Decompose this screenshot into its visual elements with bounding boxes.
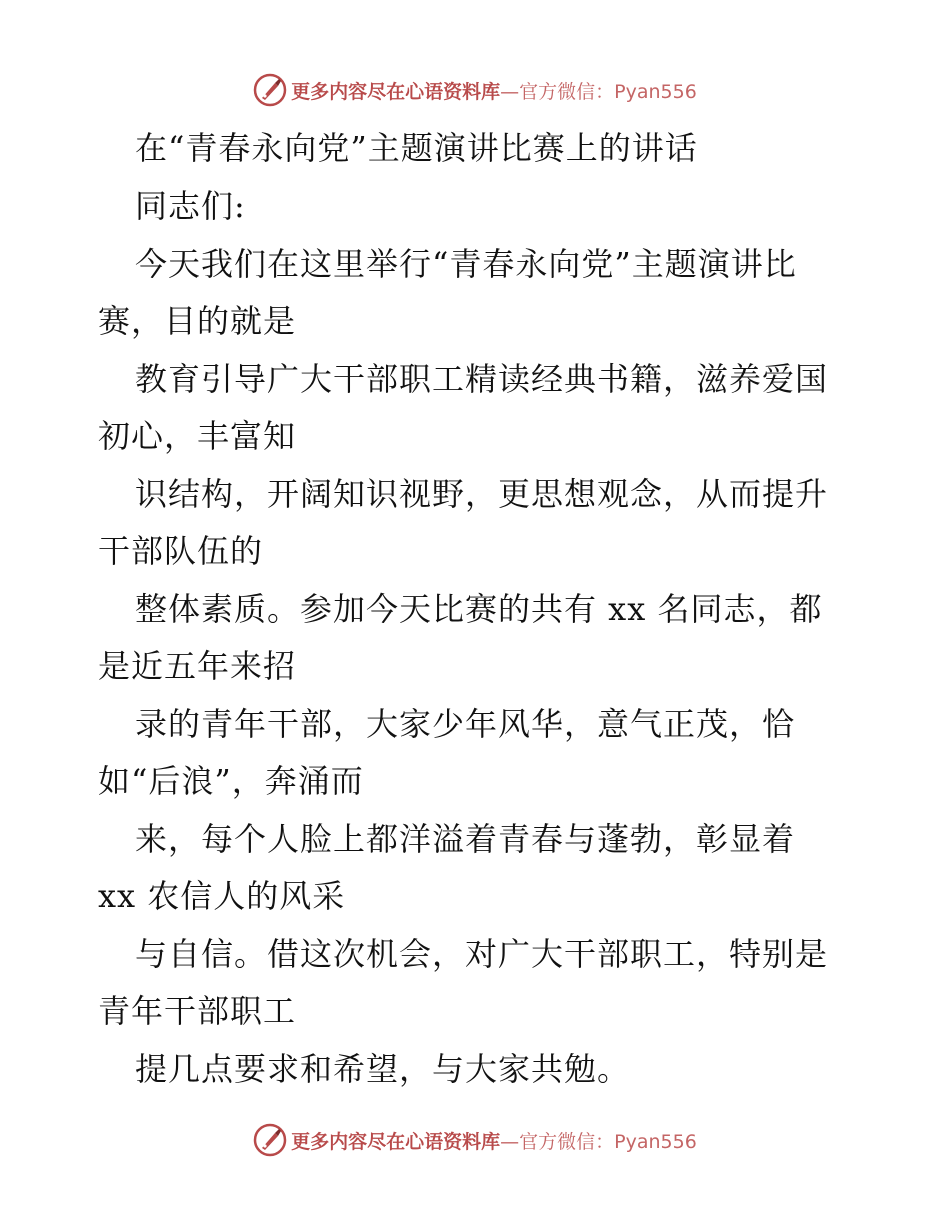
salutation: 同志们: (135, 187, 246, 225)
banner-text (291, 1127, 697, 1154)
banner-library-text: 更多内容尽在心语资料库 (291, 80, 501, 103)
paragraph-line: 青年干部职工 (98, 992, 297, 1030)
document-title: 在“青春永向党”主题演讲比赛上的讲话 (135, 129, 698, 167)
banner-text (291, 77, 697, 104)
paragraph-line: 赛，目的就是 (98, 302, 297, 340)
banner-library-text: 更多内容尽在心语资料库 (291, 1130, 501, 1153)
paragraph-line: 今天我们在这里举行“青春永向党”主题演讲比 (135, 245, 797, 283)
banner-separator: — (500, 80, 520, 103)
paragraph-line: 教育引导广大干部职工精读经典书籍，滋养爱国 (135, 360, 829, 398)
paragraph-line: 整体素质。参加今天比赛的共有 xx 名同志，都 (135, 590, 823, 628)
paragraph-line: 提几点要求和希望，与大家共勉。 (135, 1050, 631, 1088)
paragraph-line: 是近五年来招 (98, 647, 297, 685)
paragraph-line: xx 农信人的风采 (98, 877, 346, 915)
banner-separator: — (500, 1130, 520, 1153)
paragraph-line: 干部队伍的 (98, 532, 264, 570)
pen-nib-logo-icon (253, 1123, 287, 1157)
banner-wechat-text: 官方微信：Pyan556 (519, 80, 697, 103)
paragraph-line: 初心，丰富知 (98, 417, 297, 455)
paragraph-line: 来，每个人脸上都洋溢着青春与蓬勃，彰显着 (135, 820, 796, 858)
paragraph-line: 识结构，开阔知识视野，更思想观念，从而提升 (135, 475, 829, 513)
pen-nib-logo-icon (253, 73, 287, 107)
paragraph-line: 与自信。借这次机会，对广大干部职工，特别是 (135, 935, 829, 973)
paragraph-line: 录的青年干部，大家少年风华，意气正茂，恰 (135, 705, 796, 743)
paragraph-line: 如“后浪”，奔涌而 (98, 762, 364, 800)
header-banner (0, 70, 950, 110)
banner-wechat-text: 官方微信：Pyan556 (519, 1130, 697, 1153)
footer-banner (0, 1120, 950, 1160)
